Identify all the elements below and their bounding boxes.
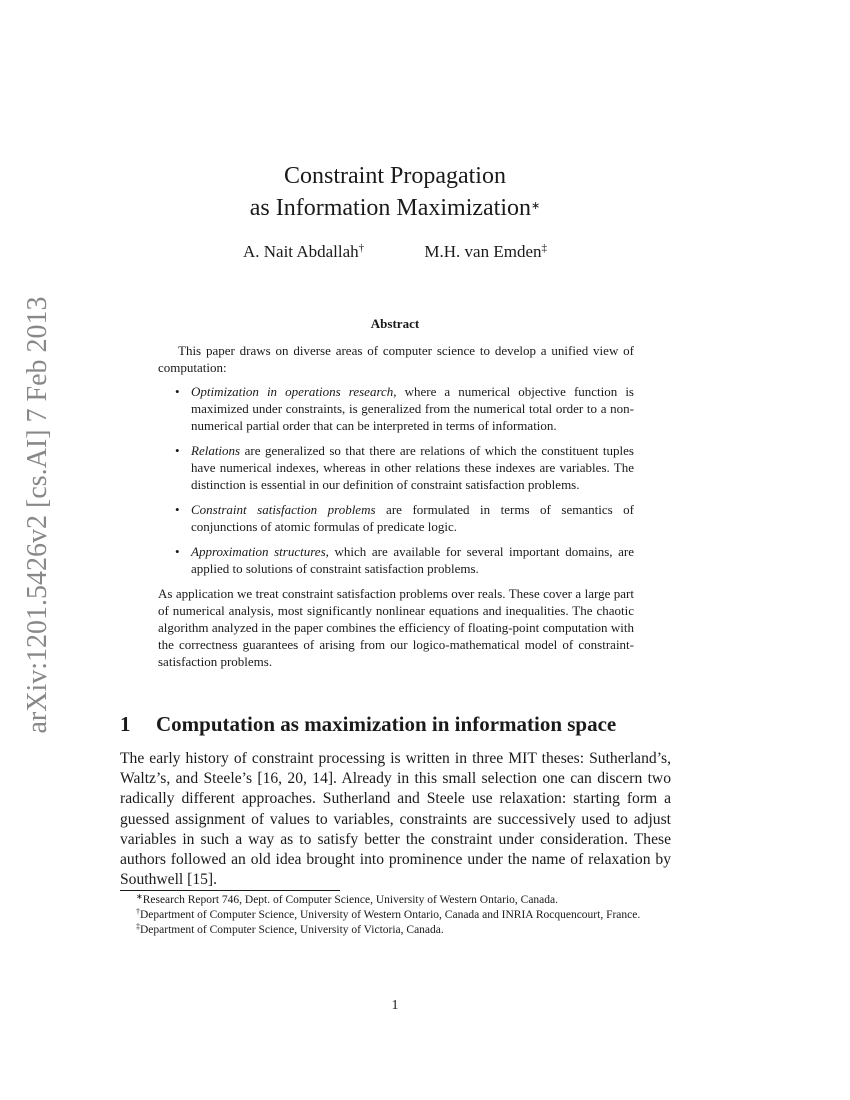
abstract-bullet: • Approximation structures, which are available for several important domains, are applied to solutions of constraint satisfaction problems. (191, 543, 634, 577)
footnote-rule (120, 890, 340, 891)
title-line-2: as Information Maximization∗ (249, 195, 541, 221)
page-number: 1 (391, 998, 399, 1013)
title-footnote-mark: ∗ (531, 200, 541, 212)
arxiv-identifier-stamp: arXiv:1201.5426v2 [cs.AI] 7 Feb 2013 (22, 296, 53, 734)
footnote: ‡Department of Computer Science, University of Victoria, Canada. (136, 922, 444, 936)
body-paragraph: The early history of constraint processing is written in three MIT theses: Sutherland’s, Waltz’s, and Steele’s [16, 20, 14]. Already in this small selection one can discern two radically different approaches. Sutherland and Steele use relaxation: starting form a guessed assignment of values to variables, constraints are successively used to adjust variables in such a way as to satisfy better the constraint under consideration. These authors followed an old idea brought into prominence under the name of relaxation by Southwell [15]. (120, 750, 671, 889)
abstract-bullet: • Constraint satisfaction problems are formulated in terms of semantics of conjunctions of atomic formulas of predicate logic. (191, 501, 634, 535)
section-title-text: Computation as maximization in information space (156, 712, 617, 736)
section-number: 1 (120, 712, 131, 736)
author-list (0, 240, 790, 264)
abstract-bullet: • Optimization in operations research, where a numerical objective function is maximized under constraints, is generalized from the numerical total order to a non-numerical partial order that can be interpreted in terms of information. (191, 383, 634, 434)
footnotes (120, 893, 671, 938)
abstract-heading: Abstract (370, 316, 420, 331)
abstract-body (158, 342, 634, 670)
abstract-bullet: • Relations are generalized so that there are relations of which the constituent tuples have numerical indexes, whereas in other relations these indexes are variables. The distinction is essential in our definition of constraint satisfaction problems. (191, 442, 634, 493)
footnote: †Department of Computer Science, University of Western Ontario, Canada and INRIA Rocquencourt, France. (136, 907, 641, 921)
author-2: M.H. van Emden‡ (424, 242, 547, 261)
title-line-1: Constraint Propagation (284, 163, 506, 189)
footnote: ∗Research Report 746, Dept. of Computer Science, University of Western Ontario, Canada. (136, 892, 559, 906)
section-heading (120, 710, 680, 738)
abstract-bullet-list (158, 383, 634, 577)
abstract-intro: This paper draws on diverse areas of computer science to develop a unified view of computation: (158, 343, 634, 375)
abstract-closing: As application we treat constraint satisfaction problems over reals. These cover a large part of numerical analysis, most significantly nonlinear equations and inequalities. The chaotic algorithm analyzed in the paper combines the efficiency of floating-point computation with the correctness guarantees of arising from our logico-mathematical model of constraint-satisfaction problems. (158, 586, 634, 669)
section-body (120, 749, 671, 890)
author-1: A. Nait Abdallah† (242, 242, 365, 261)
paper-title (0, 160, 790, 224)
